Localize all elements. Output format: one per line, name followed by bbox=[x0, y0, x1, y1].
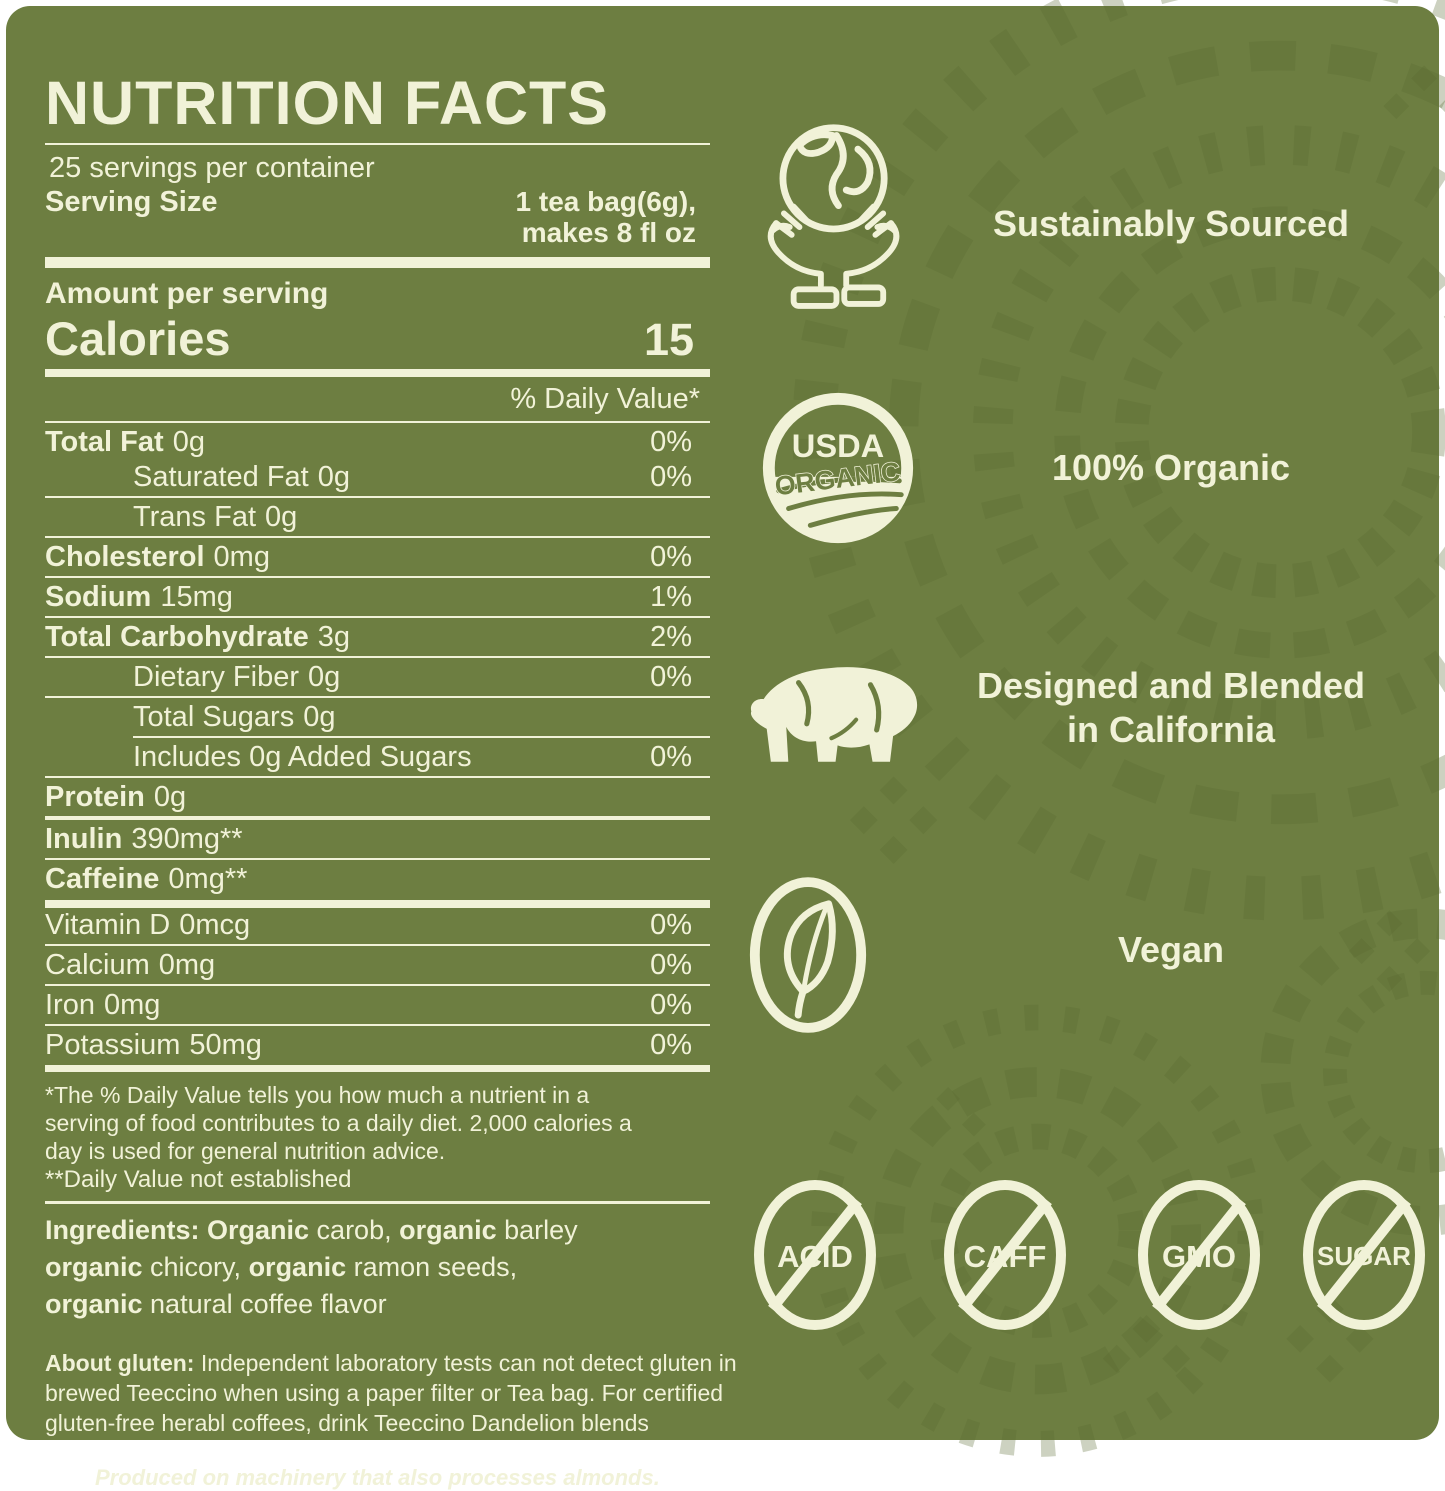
ingredients-line: organic chicory, organic ramon seeds, bbox=[45, 1252, 518, 1282]
thick-divider bbox=[45, 900, 710, 908]
divider bbox=[45, 1201, 710, 1204]
ingredients-list bbox=[45, 1212, 710, 1323]
designed-in-california-label: Designed and Blended in California bbox=[976, 665, 1366, 750]
thick-divider bbox=[45, 1065, 710, 1072]
sustainably-sourced-label: Sustainably Sourced bbox=[992, 203, 1350, 244]
serving-size-row bbox=[45, 186, 710, 248]
gluten-note: About gluten: Independent laboratory tests can not detect gluten in brewed Teeccino when using a paper filter or Tea bag. For certified gluten-free herabl coffees, drink Teeccino Dandelion blends bbox=[45, 1350, 737, 1436]
no-sugar-label: SUGAR bbox=[1317, 1241, 1411, 1271]
no-acid-label: ACID bbox=[777, 1239, 853, 1274]
product-label-panel bbox=[6, 6, 1439, 1490]
divider bbox=[133, 736, 710, 738]
divider bbox=[45, 143, 710, 145]
ingredients-line: organic natural coffee flavor bbox=[45, 1289, 387, 1319]
no-acid-icon bbox=[750, 1178, 880, 1336]
organic-seal-text: ORGANIC bbox=[773, 456, 902, 502]
divider bbox=[45, 1024, 710, 1026]
table-row: Trans Fat 0g bbox=[133, 501, 298, 533]
table-row: Total Fat 0g 0% bbox=[45, 426, 692, 458]
serving-size-value: 1 tea bag(6g), makes 8 fl oz bbox=[515, 186, 696, 248]
table-row: Vitamin D 0mcg 0% bbox=[45, 909, 692, 941]
allergen-note: Produced on machinery that also processes almonds. bbox=[95, 1465, 660, 1490]
table-row: Iron 0mg 0% bbox=[45, 989, 692, 1021]
thick-divider bbox=[45, 257, 710, 268]
daily-value-footnote: *The % Daily Value tells you how much a nutrient in a serving of food contributes to a daily diet. 2,000 calories a day is used for general nutrition advice. **Daily Value not established bbox=[45, 1081, 635, 1194]
nutrient-table bbox=[45, 425, 710, 1072]
servings-per-container: 25 servings per container bbox=[49, 152, 375, 184]
divider bbox=[45, 776, 710, 778]
table-row: Total Carbohydrate 3g 2% bbox=[45, 621, 692, 653]
divider bbox=[45, 696, 710, 698]
ingredients-line: Ingredients: Organic carob, organic barley bbox=[45, 1215, 578, 1245]
divider bbox=[45, 576, 710, 578]
bear-icon bbox=[741, 656, 926, 769]
divider bbox=[45, 816, 710, 820]
divider bbox=[45, 616, 710, 618]
nutrition-facts-title: NUTRITION FACTS bbox=[45, 69, 609, 137]
calories-row bbox=[45, 313, 710, 366]
table-row: Dietary Fiber 0g 0% bbox=[133, 661, 692, 693]
table-row: Includes 0g Added Sugars 0% bbox=[133, 741, 692, 773]
usda-seal-text: USDA bbox=[791, 427, 885, 465]
daily-value-header: % Daily Value* bbox=[510, 383, 700, 415]
table-row: Potassium 50mg 0% bbox=[45, 1029, 692, 1061]
nutrition-facts-section bbox=[45, 62, 737, 1491]
calories-label: Calories bbox=[45, 312, 231, 365]
serving-size-label: Serving Size bbox=[45, 186, 218, 218]
amount-per-serving-label: Amount per serving bbox=[45, 277, 329, 310]
usda-organic-seal bbox=[754, 384, 922, 552]
leaf-icon bbox=[744, 870, 872, 1040]
divider bbox=[45, 858, 710, 860]
no-gmo-icon bbox=[1134, 1178, 1264, 1336]
table-row: Protein 0g bbox=[45, 781, 187, 813]
no-caffeine-label: CAFF bbox=[963, 1239, 1047, 1274]
divider bbox=[45, 496, 710, 498]
divider bbox=[45, 984, 710, 986]
no-gmo-label: GMO bbox=[1161, 1239, 1237, 1274]
no-caffeine-icon bbox=[940, 1178, 1070, 1336]
no-sugar-icon bbox=[1299, 1178, 1429, 1336]
thick-divider bbox=[45, 369, 710, 377]
organic-label: 100% Organic bbox=[1051, 447, 1291, 488]
table-row: Caffeine 0mg** bbox=[45, 863, 248, 895]
divider bbox=[45, 944, 710, 946]
globe-hands-icon bbox=[743, 110, 928, 310]
divider bbox=[45, 421, 710, 423]
divider bbox=[45, 536, 710, 538]
divider bbox=[45, 656, 710, 658]
dv-not-established-note: **Daily Value not established bbox=[45, 1166, 352, 1193]
vegan-label: Vegan bbox=[1117, 929, 1225, 970]
table-row: Saturated Fat 0g 0% bbox=[133, 461, 692, 493]
table-row: Sodium 15mg 1% bbox=[45, 581, 692, 613]
calories-value: 15 bbox=[643, 314, 694, 365]
table-row: Total Sugars 0g bbox=[133, 701, 336, 733]
table-row: Calcium 0mg 0% bbox=[45, 949, 692, 981]
table-row: Inulin 390mg** bbox=[45, 823, 243, 855]
table-row: Cholesterol 0mg 0% bbox=[45, 541, 692, 573]
